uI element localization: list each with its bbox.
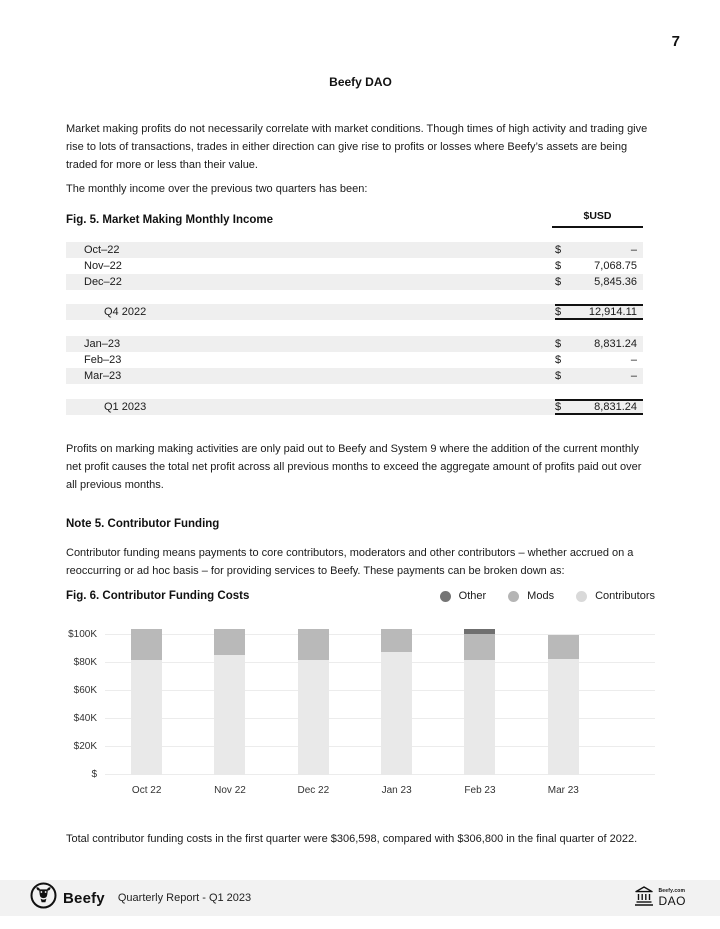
bar-segment-contributors [214, 655, 245, 775]
paragraph-contributor-funding: Contributor funding means payments to core contributors, moderators and other contributors – whether accrued on a reoccurring or ad hoc basis – for providing services to Beefy. These payments can be broken down as: [66, 547, 634, 577]
currency-symbol: $ [555, 244, 562, 256]
document-title: Beefy DAO [329, 75, 392, 89]
row-value: 5,845.36 [594, 276, 637, 288]
stacked-bar-nov-22 [214, 621, 245, 775]
table-gap [66, 320, 643, 336]
table-total-row [66, 304, 643, 320]
legend-dot-mods [508, 591, 519, 602]
legend-label: Contributors [595, 590, 655, 602]
currency-symbol: $ [555, 260, 562, 272]
chart-y-labels [66, 621, 102, 780]
stacked-bar-dec-22 [298, 621, 329, 775]
note5-title: Note 5. Contributor Funding [66, 518, 220, 530]
x-tick-label: Jan 23 [381, 785, 412, 796]
fig5-currency-header: $USD [552, 210, 643, 228]
bar-slot [105, 621, 188, 775]
row-label: Q1 2023 [104, 401, 147, 413]
row-value: 8,831.24 [594, 338, 637, 350]
dao-small-label: Beefy.com [658, 888, 686, 894]
table-gap [66, 384, 643, 399]
stacked-bar-feb-23 [464, 621, 495, 775]
table-row [66, 336, 643, 352]
stacked-bar-mar-23 [548, 621, 579, 775]
table-row [66, 352, 643, 368]
legend-label: Other [458, 590, 487, 602]
x-tick-label: Dec 22 [297, 785, 330, 796]
bar-slot [522, 621, 605, 775]
footer-brand [30, 882, 251, 914]
row-label: Nov–22 [84, 260, 122, 272]
chart-plot [105, 621, 655, 775]
table-gap [66, 290, 643, 304]
stacked-bar-jan-23 [381, 621, 412, 775]
legend-item-contributors [576, 590, 655, 602]
chart-x-labels [105, 785, 605, 796]
currency-symbol: $ [555, 276, 562, 288]
currency-symbol: $ [555, 306, 562, 318]
bar-segment-contributors [464, 660, 495, 775]
bar-segment-mods [381, 629, 412, 651]
legend-label: Mods [527, 590, 555, 602]
beefy-cow-icon [30, 882, 57, 914]
row-label: Feb–23 [84, 354, 122, 366]
bar-segment-mods [298, 629, 329, 659]
bar-segment-mods [548, 635, 579, 659]
x-tick-label: Nov 22 [214, 785, 246, 796]
bar-segment-contributors [131, 660, 162, 775]
legend-dot-contributors [576, 591, 587, 602]
legend-item-other [440, 590, 487, 602]
row-value: – [630, 354, 637, 366]
fig5-title: Fig. 5. Market Making Monthly Income [66, 214, 274, 226]
x-tick-label: Mar 23 [547, 785, 579, 796]
chart-legend [440, 590, 655, 602]
page-footer [0, 880, 720, 916]
currency-symbol: $ [555, 354, 562, 366]
row-value: 7,068.75 [594, 260, 637, 272]
paragraph-total-costs: Total contributor funding costs in the first quarter were $306,598, compared with $306,800 in the final quarter of 2022. [66, 833, 638, 845]
brand-name: Beefy [63, 889, 105, 907]
table-row [66, 258, 643, 274]
dao-wordmark [658, 889, 686, 907]
row-label: Jan–23 [84, 338, 121, 350]
row-label: Dec–22 [84, 276, 122, 288]
bar-segment-mods [464, 634, 495, 660]
bar-segment-contributors [548, 659, 579, 775]
row-value: 8,831.24 [594, 401, 637, 413]
stacked-bar-oct-22 [131, 621, 162, 775]
table-row [66, 242, 643, 258]
y-tick-label: $80K [73, 657, 97, 668]
legend-dot-other [440, 591, 451, 602]
y-tick-label: $ [91, 769, 97, 780]
footer-dao [634, 885, 686, 912]
bar-slot [272, 621, 355, 775]
row-label: Oct–22 [84, 244, 120, 256]
currency-symbol: $ [555, 338, 562, 350]
page-number: 7 [671, 33, 680, 50]
currency-symbol: $ [555, 370, 562, 382]
fig6-header [66, 588, 655, 604]
x-tick-label: Feb 23 [464, 785, 496, 796]
bank-icon [634, 885, 654, 912]
row-label: Q4 2022 [104, 306, 147, 318]
legend-item-mods [508, 590, 554, 602]
bar-slot [438, 621, 521, 775]
fig5-table [66, 242, 643, 415]
row-value: – [630, 370, 637, 382]
paragraph-monthly-income: The monthly income over the previous two quarters has been: [66, 183, 368, 195]
y-tick-label: $20K [73, 741, 97, 752]
bar-segment-contributors [298, 660, 329, 776]
contributor-funding-chart [66, 621, 655, 796]
report-label: Quarterly Report - Q1 2023 [117, 892, 252, 904]
y-tick-label: $40K [73, 713, 97, 724]
table-row [66, 368, 643, 384]
y-tick-label: $60K [73, 685, 97, 696]
dao-label: DAO [658, 894, 686, 908]
fig5-header [66, 210, 643, 228]
table-total-row [66, 399, 643, 415]
bar-slot [188, 621, 271, 775]
row-value: 12,914.11 [588, 306, 637, 318]
bar-segment-mods [131, 629, 162, 660]
paragraph-profits-payout: Profits on marking making activities are only paid out to Beefy and System 9 where the addition of the current monthly net profit causes the total net profit across all previous months to exceed the aggregate amount of profits paid out over all previous months. [66, 443, 642, 491]
paragraph-market-making: Market making profits do not necessarily correlate with market conditions. Though times of high activity and trading give rise to lots of transactions, trades in either direction can give rise to profits or losses where Beefy’s assets are being traded for more or less than their value. [66, 123, 648, 171]
row-label: Mar–23 [84, 370, 122, 382]
y-tick-label: $100K [68, 629, 97, 640]
currency-symbol: $ [555, 401, 562, 413]
fig6-title: Fig. 6. Contributor Funding Costs [66, 590, 250, 602]
row-value: – [630, 244, 637, 256]
bar-segment-contributors [381, 652, 412, 775]
x-tick-label: Oct 22 [131, 785, 162, 796]
bar-segment-mods [214, 629, 245, 654]
bar-slot [355, 621, 438, 775]
chart-bars [105, 621, 605, 775]
table-row [66, 274, 643, 290]
